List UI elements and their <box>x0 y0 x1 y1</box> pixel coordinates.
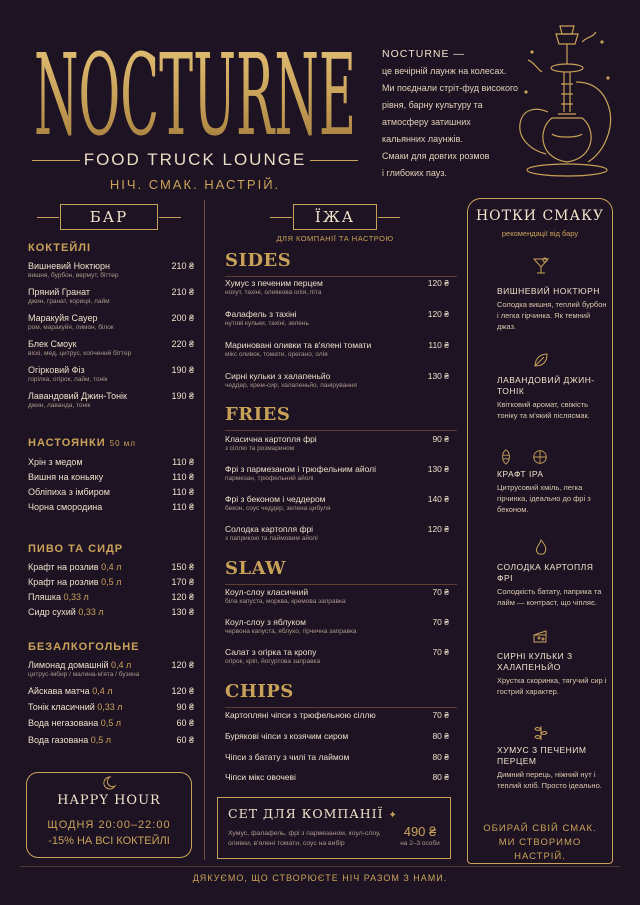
brand-subtitle: FOOD TRUCK LOUNGE <box>30 150 360 170</box>
taste-notes-subtitle: рекомендації від бару <box>501 229 579 238</box>
flame-icon <box>531 538 551 558</box>
menu-item: Мариновані оливки та в'ялені томати 110 ₴ мікс оливок, томати, орегано, олія <box>225 340 449 358</box>
brand-motto: НІЧ. СМАК. НАСТРІЙ. <box>109 177 281 192</box>
menu-item: Коул-слоу з яблуком 70 ₴ червона капуста, яблуко, гірчична заправка <box>225 617 449 635</box>
menu-item: Солодка картопля фрі 120 ₴ з паприкою та лаймовим айолі <box>225 524 449 542</box>
menu-item: Пряний Гранат 210 ₴ джин, гранат, кориця, лайм <box>28 287 194 305</box>
food-banner: ЇЖА <box>293 204 377 230</box>
column-divider <box>204 200 205 860</box>
set-note: на 2–3 особи <box>400 840 440 847</box>
menu-item: Тонік класичний 0,33 л 90 ₴ <box>28 702 194 712</box>
moon-icon <box>101 776 117 790</box>
intro-line: атмосферу затишних <box>382 117 471 127</box>
menu-item: Вода газована 0,5 л 60 ₴ <box>28 735 194 745</box>
menu-item: Вода негазована 0,5 л 60 ₴ <box>28 718 194 728</box>
bar-banner: БАР <box>60 204 158 230</box>
intro-line: і глибоких пауз. <box>382 168 447 178</box>
taste-note: СИРНІ КУЛЬКИ З ХАЛАПЕНЬЙО Хрустка скоринка, тягучий сир і гострий характер. <box>497 651 607 696</box>
menu-item: Блек Смоук 220 ₴ віскі, мед, цитрус, копчений біттер <box>28 339 194 357</box>
category-cocktails: КОКТЕЙЛІ <box>28 242 91 254</box>
category-soft-drinks: БЕЗАЛКОГОЛЬНЕ <box>28 641 140 653</box>
menu-item: Обліпиха з імбиром 110 ₴ <box>28 487 194 497</box>
footer-divider <box>20 866 620 867</box>
menu-item: Фрі з пармезаном і трюфельним айолі 130 ₴ пармезан, трюфельний айолі <box>225 464 449 482</box>
menu-item: Вишневий Ноктюрн 210 ₴ вишня, бурбон, вермут, біттер <box>28 261 194 279</box>
category-tinctures: НАСТОЯНКИ 50 мл <box>28 437 136 449</box>
menu-item: Крафт на розлив 0,4 л 150 ₴ <box>28 562 194 572</box>
menu-item: Айскава матча 0,4 л 120 ₴ <box>28 686 194 696</box>
menu-item: Класична картопля фрі 90 ₴ з сіллю та розмарином <box>225 434 449 452</box>
menu-item: Сидр сухий 0,33 л 130 ₴ <box>28 607 194 617</box>
menu-item: Пляшка 0,33 л 120 ₴ <box>28 592 194 602</box>
menu-item: Вишня на коньяку 110 ₴ <box>28 472 194 482</box>
menu-item: Огірковий Фіз 190 ₴ горілка, огірок, лайм, тонік <box>28 365 194 383</box>
food-subtitle: ДЛЯ КОМПАНІЇ ТА НАСТРОЮ <box>276 234 394 243</box>
menu-item: Чорна смородина 110 ₴ <box>28 502 194 512</box>
menu-item: Картопляні чіпси з трюфельною сіллю 70 ₴ <box>225 710 449 720</box>
intro-line: Смаки для довгих розмов <box>382 151 490 161</box>
taste-note: КРАФТ IPA Цитрусовий хміль, легка гірчинка, ідеально до фрі з беконом. <box>497 469 591 514</box>
herb-icon <box>531 722 551 742</box>
footer-text: ДЯКУЄМО, ЩО СТВОРЮЄТЕ НІЧ РАЗОМ З НАМИ. <box>192 873 448 883</box>
intro-text <box>382 46 532 182</box>
menu-item: Хумус з печеним перцем 120 ₴ нохут, тахіні, оливкова олія, пітa <box>225 278 449 296</box>
taste-note: ВИШНЕВИЙ НОКТЮРН Солодка вишня, теплий бурбон і легка гірчинка. Як темний джаз. <box>497 286 607 331</box>
intro-line: кальянних лаунжів. <box>382 134 463 144</box>
happy-hour-discount: -15% НА ВСІ КОКТЕЙЛІ <box>48 835 170 847</box>
cocktail-glass-icon <box>531 256 551 276</box>
intro-heading: NOCTURNE — <box>382 48 465 60</box>
menu-item: Чіпси мікс овочеві 80 ₴ <box>225 772 449 782</box>
category-fries: FRIES <box>225 404 291 425</box>
menu-item: Чіпси з батату з чилі та лаймом 80 ₴ <box>225 752 449 762</box>
set-description: Хумус, фалафель, фрі з пармезаном, коул-слоу, оливки, в'ялені томати, соус на вибір <box>228 830 381 847</box>
brand-logo <box>30 30 360 145</box>
category-beer: ПИВО ТА СИДР <box>28 543 124 555</box>
intro-line: рівня, барну культуру та <box>382 100 483 110</box>
menu-item: Сирні кульки з халапеньйо 130 ₴ чеддер, крем-сир, халапеньйо, панірування <box>225 371 449 389</box>
hops-icon <box>531 448 549 466</box>
category-chips: CHIPS <box>225 681 294 702</box>
taste-notes-title: НОТКИ СМАКУ <box>475 208 605 224</box>
menu-item: Лавандовий Джин-Тонік 190 ₴ джин, лаванда, тонік <box>28 391 194 409</box>
intro-line: Ми поєднали стріт-фуд високого <box>382 83 519 93</box>
set-title: СЕТ ДЛЯ КОМПАНІЇ ✦ <box>228 806 398 821</box>
menu-item: Бурякові чіпси з козячим сиром 80 ₴ <box>225 731 449 741</box>
taste-notes-cta: ОБИРАЙ СВІЙ СМАК. МИ СТВОРИМО НАСТРІЙ. <box>483 823 597 862</box>
category-slaw: SLAW <box>225 558 286 579</box>
cheese-icon <box>531 627 551 647</box>
hookah-icon <box>512 22 622 192</box>
menu-item: Маракуйя Сауер 200 ₴ ром, маракуйя, лимон, білок <box>28 313 194 331</box>
leaf-icon <box>531 350 551 370</box>
taste-note: СОЛОДКА КАРТОПЛЯ ФРІ Солодкість батату, паприка та лайм — контраст, що чіпляє. <box>497 562 602 607</box>
happy-hour-time: ЩОДНЯ 20:00–22:00 <box>47 819 171 831</box>
menu-item: Лимонад домашній 0,4 л 120 ₴ цитрус-імбир / малина-м'ята / бузина <box>28 660 194 678</box>
taste-note: ХУМУС З ПЕЧЕНИМ ПЕРЦЕМ Димний перець, ніжний нут і теплий хліб. Просто ідеально. <box>497 745 602 790</box>
menu-item: Фалафель з тахіні 120 ₴ нутові кульки, тахіні, зелень <box>225 309 449 327</box>
hops-icon <box>497 448 515 466</box>
intro-line: це вечірній лаунж на колесах. <box>382 66 507 76</box>
set-price: 490 ₴ <box>403 824 437 839</box>
menu-item: Коул-слоу класичний 70 ₴ біла капуста, морква, кремова заправка <box>225 587 449 605</box>
taste-note: ЛАВАНДОВИЙ ДЖИН-ТОНІК Квітковий аромат, свіжість тоніку та м'який післясмак. <box>497 375 595 420</box>
brand-title: NOCTURNE <box>34 31 356 145</box>
menu-item: Крафт на розлив 0,5 л 170 ₴ <box>28 577 194 587</box>
category-sides: SIDES <box>225 250 292 271</box>
happy-hour-title: HAPPY HOUR <box>57 793 161 808</box>
menu-item: Фрі з беконом і чеддером 140 ₴ бекон, соус чеддер, зелена цибуля <box>225 494 449 512</box>
menu-item: Салат з огірка та кропу 70 ₴ огірок, кріп, йогуртова заправка <box>225 647 449 665</box>
menu-item: Хрін з медом 110 ₴ <box>28 457 194 467</box>
